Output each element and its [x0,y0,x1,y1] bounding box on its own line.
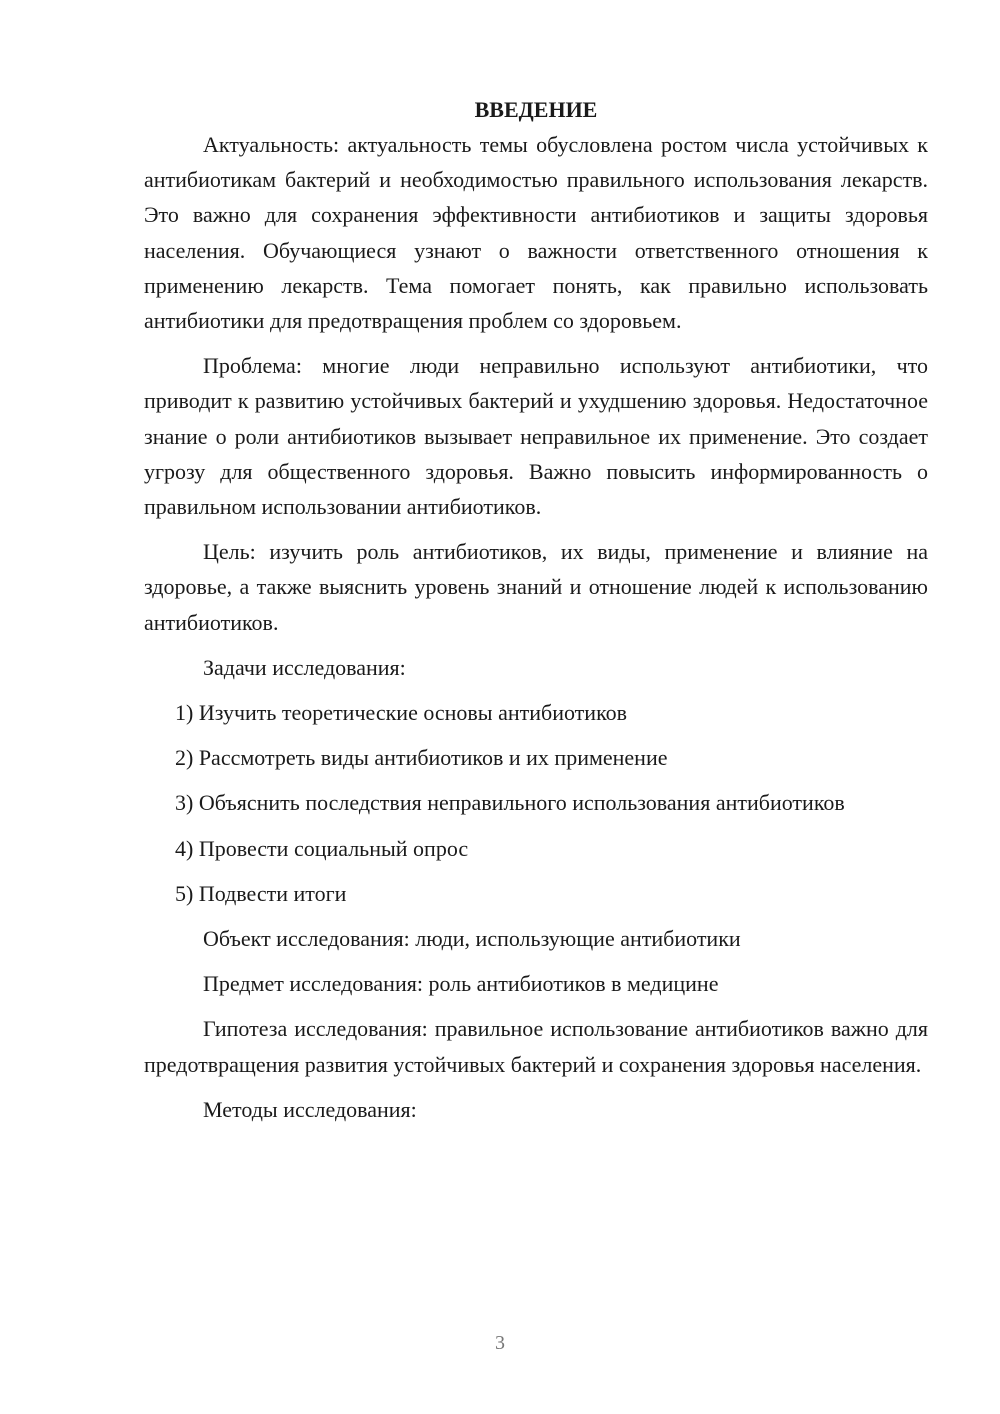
task-item-3: 3) Объяснить последствия неправильного использования антибиотиков [175,790,845,816]
paragraph-subject: Предмет исследования: роль антибиотиков в медицине [203,971,719,997]
methods-title: Методы исследования: [203,1096,417,1122]
paragraph-hypothesis: Гипотеза исследования: правильное использование антибиотиков важно для предотвращения развития устойчивых бактерий и сохранения здоровья населения. [144,1016,928,1077]
document-page [144,92,928,1137]
page-number: 3 [495,1332,505,1354]
task-item-4: 4) Провести социальный опрос [175,835,469,861]
paragraph-object: Объект исследования: люди, использующие антибиотики [203,926,741,952]
paragraph-problem: Проблема: многие люди неправильно используют антибиотики, что приводит к развитию устойчивых бактерий и ухудшению здоровья. Недостаточное знание о роли антибиотиков вызывает неправильное их применение. Это создает угрозу для общественного здоровья. Важно повысить информированность о правильном использовании антибиотиков. [144,353,928,520]
paragraph-relevance: Актуальность: актуальность темы обусловлена ростом числа устойчивых к антибиотикам бактерий и необходимостью правильного использования лекарств. Это важно для сохранения эффективности антибиотиков и защиты здоровья населения. Обучающиеся узнают о важности ответственного отношения к применению лекарств. Тема помогает понять, как правильно использовать антибиотики для предотвращения проблем со здоровьем. [144,132,928,334]
task-item-2: 2) Рассмотреть виды антибиотиков и их применение [175,745,668,771]
paragraph-goal: Цель: изучить роль антибиотиков, их виды, применение и влияние на здоровье, а также выяснить уровень знаний и отношение людей к использованию антибиотиков. [144,539,928,635]
task-item-1: 1) Изучить теоретические основы антибиотиков [175,700,628,726]
section-heading: ВВЕДЕНИЕ [474,97,598,122]
task-item-5: 5) Подвести итоги [175,880,347,906]
tasks-title: Задачи исследования: [203,654,406,680]
